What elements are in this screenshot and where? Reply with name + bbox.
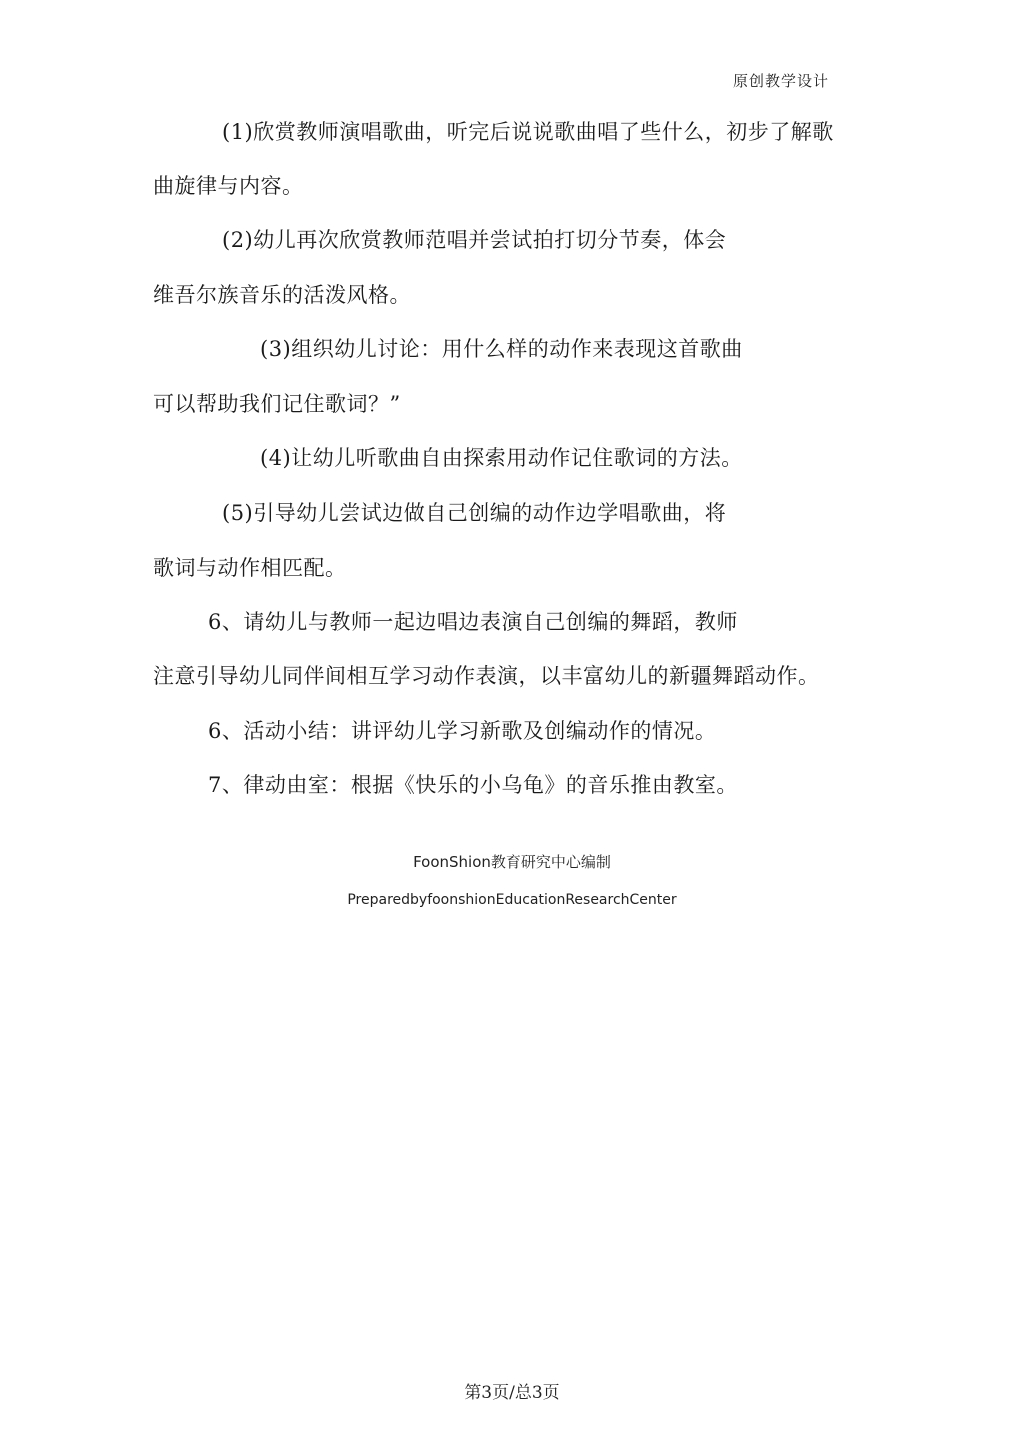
body-line-13: 7、律动由室：根据《快乐的小乌龟》的音乐推由教室。 xyxy=(208,773,738,797)
page-header: 原创教学设计 xyxy=(733,72,830,90)
body-line-10: 6、请幼儿与教师一起边唱边表演自己创编的舞蹈，教师 xyxy=(208,610,738,634)
body-line-4: 维吾尔族音乐的活泼风格。 xyxy=(153,283,411,307)
footer-org: FoonShion教育研究中心编制 xyxy=(413,853,611,871)
body-line-11: 注意引导幼儿同伴间相互学习动作表演，以丰富幼儿的新疆舞蹈动作。 xyxy=(153,664,820,688)
body-line-2: 曲旋律与内容。 xyxy=(153,174,304,198)
footer-english: PreparedbyfoonshionEducationResearchCenter xyxy=(347,892,677,908)
body-line-5: (3)组织幼儿讨论：用什么样的动作来表现这首歌曲 xyxy=(260,337,743,361)
body-line-1: (1)欣赏教师演唱歌曲，听完后说说歌曲唱了些什么，初步了解歌 xyxy=(222,120,834,144)
body-line-7: (4)让幼儿听歌曲自由探索用动作记住歌词的方法。 xyxy=(260,446,743,470)
body-line-12: 6、活动小结：讲评幼儿学习新歌及创编动作的情况。 xyxy=(208,719,717,743)
body-line-8: (5)引导幼儿尝试边做自己创编的动作边学唱歌曲，将 xyxy=(222,501,727,525)
body-line-6: 可以帮助我们记住歌词？” xyxy=(153,392,401,416)
body-line-3: (2)幼儿再次欣赏教师范唱并尝试拍打切分节奏，体会 xyxy=(222,228,727,252)
page-number: 第3页/总3页 xyxy=(464,1383,560,1403)
body-line-9: 歌词与动作相匹配。 xyxy=(153,556,347,580)
